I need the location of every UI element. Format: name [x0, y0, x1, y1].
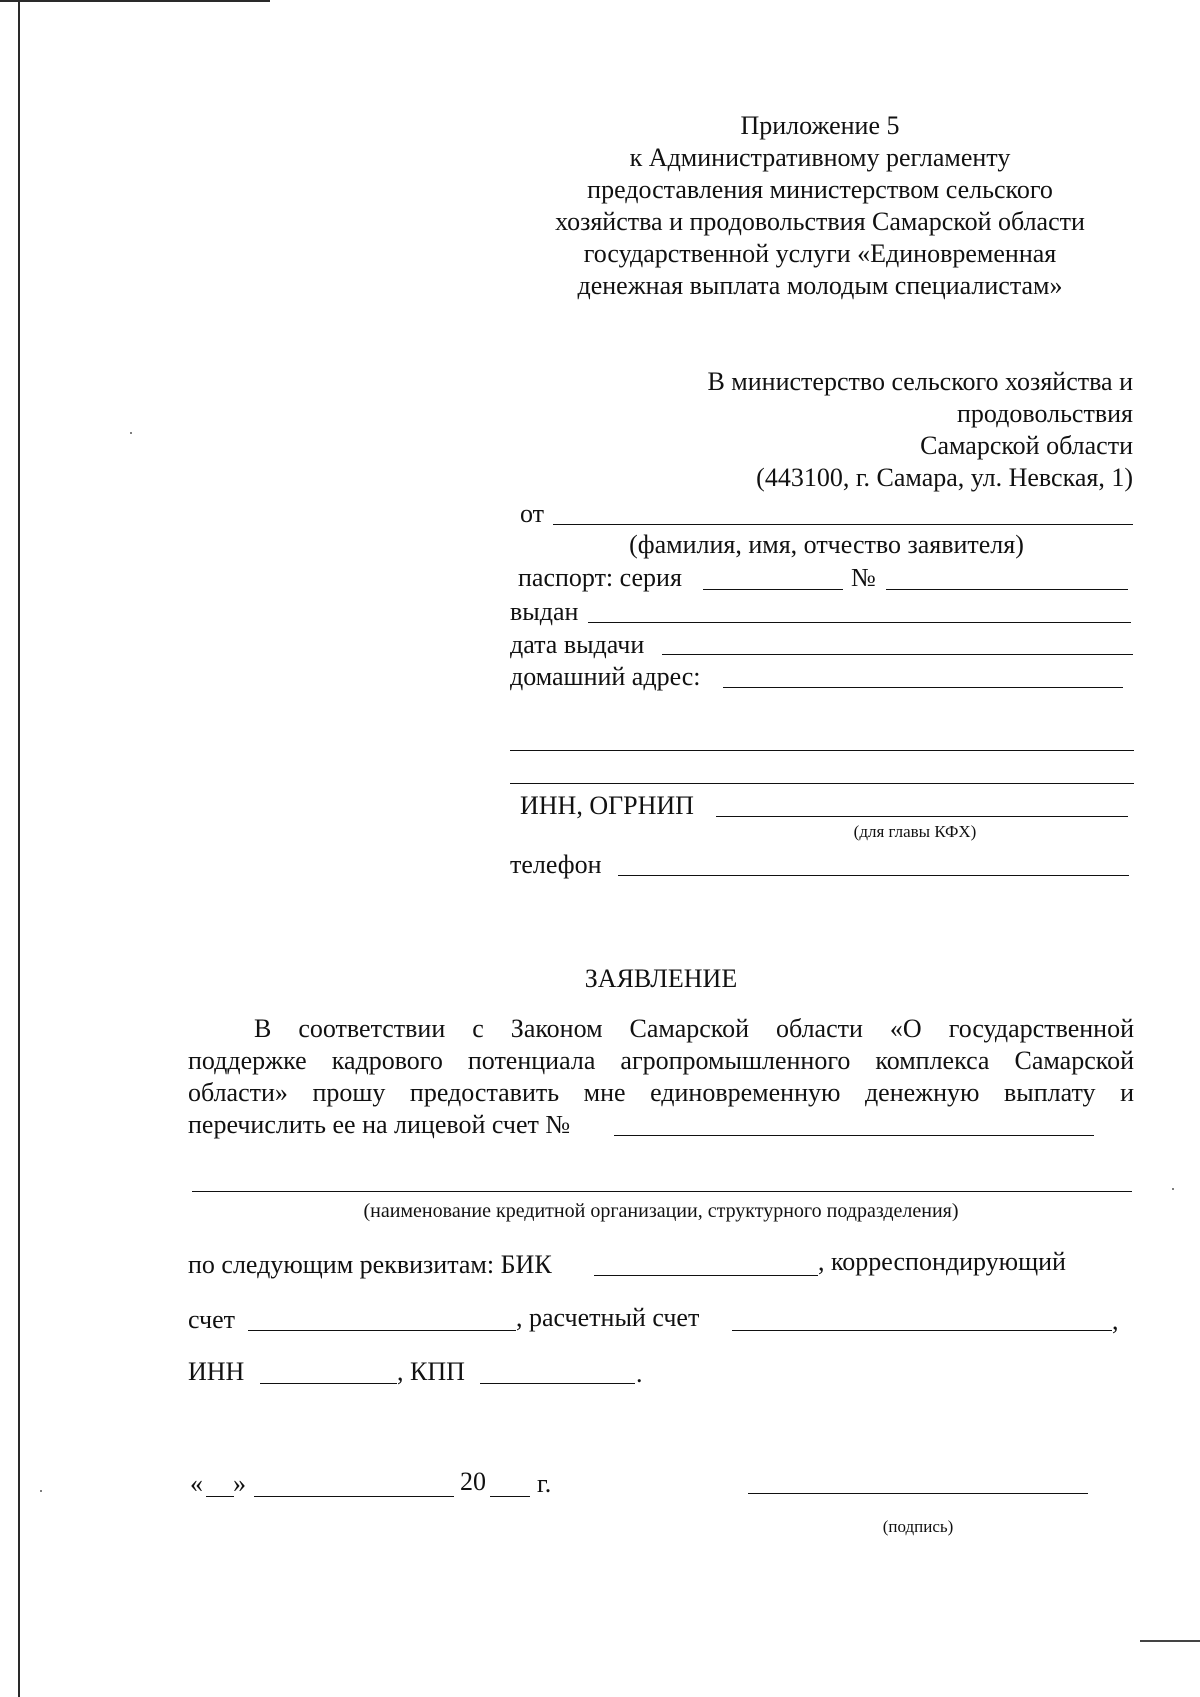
- statement-line: области» прошу предоставить мне единовременную денежную выплату и: [188, 1078, 1134, 1107]
- passport-series-label: паспорт: серия: [518, 563, 682, 592]
- settlement-account-field[interactable]: [732, 1330, 1112, 1331]
- addressee-line: продовольствия: [956, 399, 1133, 428]
- phone-label: телефон: [510, 850, 602, 879]
- year-field[interactable]: [490, 1496, 530, 1497]
- inn-label: ИНН: [188, 1357, 245, 1386]
- phone-field[interactable]: [618, 875, 1129, 876]
- issue-date-label: дата выдачи: [510, 630, 645, 659]
- appendix-line: к Административному регламенту: [629, 143, 1011, 172]
- scan-speck: [130, 432, 132, 434]
- page-left-edge: [18, 0, 20, 1697]
- kpp-period: .: [636, 1359, 643, 1388]
- settlement-comma: ,: [1112, 1306, 1119, 1335]
- corr-account-field[interactable]: [248, 1330, 516, 1331]
- appendix-line: денежная выплата молодым специалистам»: [577, 271, 1063, 300]
- home-address-field-3[interactable]: [510, 783, 1134, 784]
- bank-name-hint: (наименование кредитной организации, структурного подразделения): [363, 1200, 959, 1222]
- passport-number-field[interactable]: [886, 589, 1128, 590]
- inn-ogrnip-label: ИНН, ОГРНИП: [520, 791, 694, 820]
- bank-name-field[interactable]: [192, 1191, 1132, 1192]
- statement-title: ЗАЯВЛЕНИЕ: [584, 964, 738, 993]
- inn-ogrnip-hint: (для главы КФХ): [853, 822, 977, 841]
- date-quote-close: »: [233, 1469, 246, 1498]
- appendix-line: государственной услуги «Единовременная: [583, 239, 1057, 268]
- year-suffix: г.: [537, 1469, 552, 1498]
- date-quote-open: «: [190, 1469, 203, 1498]
- scan-speck: [1172, 1188, 1174, 1190]
- from-hint: (фамилия, имя, отчество заявителя): [629, 530, 1024, 559]
- home-address-label: домашний адрес:: [510, 662, 701, 691]
- inn-field[interactable]: [260, 1383, 397, 1384]
- passport-number-label: №: [851, 563, 876, 592]
- from-field[interactable]: [553, 524, 1133, 525]
- page-top-edge: [0, 0, 270, 2]
- inn-ogrnip-field[interactable]: [716, 816, 1128, 817]
- appendix-line: Приложение 5: [740, 111, 900, 140]
- account-number-label: перечислить ее на лицевой счет №: [188, 1110, 571, 1139]
- addressee-line: Самарской области: [920, 431, 1133, 460]
- statement-line: поддержке кадрового потенциала агропромышленного комплекса Самарской: [188, 1046, 1134, 1075]
- settlement-account-label: , расчетный счет: [516, 1303, 700, 1332]
- signature-hint: (подпись): [882, 1517, 954, 1536]
- signature-field[interactable]: [748, 1493, 1088, 1494]
- issue-date-field[interactable]: [662, 654, 1133, 655]
- appendix-line: предоставления министерством сельского: [587, 175, 1053, 204]
- addressee-line: (443100, г. Самара, ул. Невская, 1): [756, 463, 1133, 492]
- addressee-line: В министерство сельского хозяйства и: [707, 367, 1133, 396]
- kpp-label: , КПП: [397, 1357, 465, 1386]
- appendix-line: хозяйства и продовольствия Самарской области: [555, 207, 1085, 236]
- bik-field[interactable]: [594, 1275, 818, 1276]
- passport-series-field[interactable]: [703, 589, 843, 590]
- year-prefix: 20: [460, 1467, 486, 1496]
- home-address-field[interactable]: [723, 687, 1123, 688]
- correspondent-label: , корреспондирующий: [818, 1247, 1066, 1276]
- issued-by-label: выдан: [510, 597, 579, 626]
- statement-paragraph: [188, 1013, 1134, 1109]
- month-field[interactable]: [254, 1496, 454, 1497]
- scan-speck: [40, 1490, 42, 1492]
- corr-account-label: счет: [188, 1305, 235, 1334]
- from-label: от: [520, 499, 545, 528]
- issued-by-field[interactable]: [588, 622, 1131, 623]
- bik-label: по следующим реквизитам: БИК: [188, 1250, 552, 1279]
- kpp-field[interactable]: [480, 1383, 635, 1384]
- page-bottom-right-mark: [1140, 1640, 1200, 1642]
- statement-line: В соответствии с Законом Самарской области «О государственной: [254, 1014, 1134, 1043]
- day-field[interactable]: [206, 1496, 234, 1497]
- home-address-field-2[interactable]: [510, 750, 1134, 751]
- account-number-field[interactable]: [614, 1135, 1094, 1136]
